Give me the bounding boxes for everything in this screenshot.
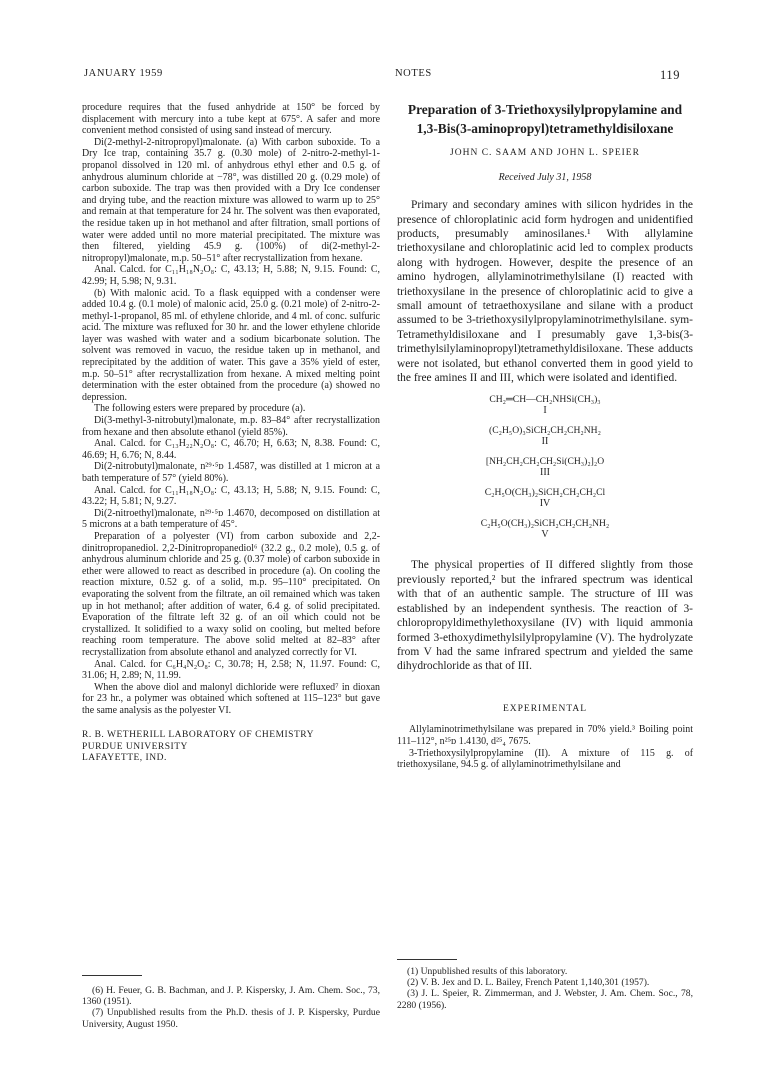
received-date: Received July 31, 1958 <box>498 171 592 183</box>
compound-label: V <box>541 529 549 541</box>
paragraph: When the above diol and malonyl dichloride were refluxed⁷ in dioxan for 23 hr., a polymer was obtained which softened at 115–123° but gave the same analysis as the polyester VI. <box>82 681 380 716</box>
paragraph: Di(3-methyl-3-nitrobutyl)malonate, m.p. 83–84° after recrystallization from hexane and then absolute ethanol (yield 85%). <box>82 415 380 438</box>
paragraph: Allylaminotrimethylsilane was prepared in 70% yield.³ Boiling point 111–112°, n²⁵ᴅ 1.4130, d²⁵₄ 7675. <box>397 724 693 747</box>
article-body <box>397 558 693 673</box>
paragraph: Primary and secondary amines with silicon hydrides in the presence of chloroplatinic acid form hydrogen and unidentified products, presumably aminosilanes.¹ With allylamine triethoxysilane and chloroplatinic acid led to complex products along with hydrogen. However, despite the presence of an amino hydrogen, allylaminotrimethylsilane (I) reacted with triethoxysilane in the presence of chloroplatinic acid to give a small amount of tetraethoxysilane and silane with a product assumed to be 3-triethoxysilylpropylaminotrimethylsilane. sym-Tetramethyldisiloxane and I presumably gave 1,3-bis(3-trimethylsilylaminopropyl)tetramethyldisiloxane. These adducts were not isolated, but ethanol converted them in good yield to the free amines II and III, which were isolated and identified. <box>397 199 693 385</box>
affiliation-line: R. B. WETHERILL LABORATORY OF CHEMISTRY <box>82 730 314 741</box>
header-date: JANUARY 1959 <box>84 68 163 79</box>
compound-formula: (C₂H₅O)₃SiCH₂CH₂CH₂NH₂ <box>489 425 601 437</box>
paragraph: Di(2-methyl-2-nitropropyl)malonate. (a) With carbon suboxide. To a Dry Ice trap, containing 35.7 g. (0.30 mole) of 2-nitro-2-methyl-1-propanol dissolved in 120 ml. of anhydrous ethyl ether and 0.5 g. of anhydrous aluminum chloride at −78°, was distilled 20 g. (0.29 mole) of carbon suboxide. The trap was then provided with a Dry Ice condenser and drying tube, and the reaction mixture was allowed to warm up to 25° and remain at that temperature for 24 hr. The solvent was then evaporated, the residue taken up in hot methanol and after filtration, small portions of water were added until no more material precipitated. The mixture was then filtered, yielding 45.9 g. (100%) of di(2-methyl-2-nitropropyl)malonate, m.p. 50–51° after recrystallization from hexane. <box>82 136 380 264</box>
section-heading: EXPERIMENTAL <box>502 703 588 714</box>
affiliation-line: PURDUE UNIVERSITY <box>82 741 188 752</box>
paragraph: Di(2-nitrobutyl)malonate, n²⁹·⁵ᴅ 1.4587, was distilled at 1 micron at a bath temperature of 57° (yield 80%). <box>82 461 380 484</box>
left-footnotes <box>82 985 380 1030</box>
footnote-rule <box>397 959 457 960</box>
paragraph: The physical properties of II differed slightly from those previously reported,² but the infrared spectrum was identical with that of an authentic sample. The structure of III was established by an independent synthesis. The reaction of 3-chloropropyldimethylethoxysilane (IV) with liquid ammonia formed 3-ethoxydimethylsilylpropylamine (V). The hydrolyzate from V had the same infrared spectrum and yielded the same dihydrochloride as that of III. <box>397 559 693 673</box>
footnote: (7) Unpublished results from the Ph.D. thesis of J. P. Kispersky, Purdue University, August 1950. <box>82 1007 380 1030</box>
paragraph: 3-Triethoxysilylpropylamine (II). A mixture of 115 g. of triethoxysilane, 94.5 g. of allylaminotrimethylsilane and <box>397 747 693 771</box>
analysis-line: Anal. Calcd. for C₆H₄N₂O₈: C, 30.78; H, 2.58; N, 11.97. Found: C, 31.06; H, 2.89; N, 11.99. <box>82 658 380 682</box>
right-column <box>397 102 693 771</box>
compound-label: II <box>541 436 549 448</box>
article-title: Preparation of 3-Triethoxysilylpropylamine and 1,3-Bis(3-aminopropyl)tetramethyldisiloxane <box>407 102 683 136</box>
paragraph: Preparation of a polyester (VI) from carbon suboxide and 2,2-dinitropropanediol. 2,2-Dinitropropanediol⁶ (32.2 g., 0.2 mole), 0.5 g. of anhydrous aluminum chloride and 25 g. (0.37 mole) of carbon suboxide in ether were allowed to react as described in procedure (a). On cooling the reaction mixture, 0.52 g. of a solid, m.p. 95–110° precipitated. On evaporating the solvent from the filtrate, an oil remained which was taken up in hot methanol; after addition of water, 6.4 g. of solid precipitated. Evaporation of the filtrate left 32 g. of an oil which could not be crystallized. It solidified to a waxy solid on cooling, but melted before reaching room temperature. The above solid melted at 82–83° after recrystallization from absolute ethanol and analyzed correctly for VI. <box>82 530 380 658</box>
running-header <box>0 68 769 84</box>
compound-label: IV <box>539 498 551 510</box>
affiliation <box>82 730 380 764</box>
compound-formula: CH₂═CH—CH₂NHSi(CH₃)₃ <box>489 394 601 406</box>
footnote: (1) Unpublished results of this laboratory. <box>407 966 568 977</box>
compound-list <box>397 394 693 540</box>
analysis-line: Anal. Calcd. for C₁₁H₁₈N₂O₈: C, 43.13; H, 5.88; N, 9.15. Found: C, 43.22; H, 5.81; N, 9.27. <box>82 484 380 508</box>
header-section: NOTES <box>395 68 432 79</box>
compound-formula: C₂H₅O(CH₃)₂SiCH₂CH₂CH₂Cl <box>484 487 606 499</box>
footnote: (3) J. L. Speier, R. Zimmerman, and J. Webster, J. Am. Chem. Soc., 78, 2280 (1956). <box>397 988 693 1011</box>
article-authors: JOHN C. SAAM AND JOHN L. SPEIER <box>450 148 640 158</box>
compound-label: III <box>540 467 550 479</box>
paragraph: procedure requires that the fused anhydride at 150° be forced by displacement with mercury into a tube kept at 675°. A safer and more convenient method consisted of using sand instead of mercury. <box>82 102 380 137</box>
right-footnotes <box>397 966 693 1011</box>
page-number: 119 <box>660 68 681 82</box>
footnote-rule <box>82 975 142 976</box>
article-body <box>397 198 693 385</box>
analysis-line: Anal. Calcd. for C₁₃H₂₂N₂O₈: C, 46.70; H, 6.63; N, 8.38. Found: C, 46.69; H, 6.76; N, 8.44. <box>82 438 380 461</box>
affiliation-line: LAFAYETTE, IND. <box>82 753 167 764</box>
analysis-line: Anal. Calcd. for C₁₁H₁₈N₂O₈: C, 43.13; H, 5.88; N, 9.15. Found: C, 42.99; H, 5.98; N, 9.31. <box>82 264 380 287</box>
paragraph: Di(2-nitroethyl)malonate, n²⁹·⁵ᴅ 1.4670, decomposed on distillation at 5 microns at a bath temperature of 45°. <box>82 507 380 531</box>
compound-formula: C₂H₅O(CH₃)₂SiCH₂CH₂CH₂NH₂ <box>480 518 610 530</box>
compound-label: I <box>543 405 547 417</box>
left-column <box>82 102 380 765</box>
footnote: (6) H. Feuer, G. B. Bachman, and J. P. Kispersky, J. Am. Chem. Soc., 73, 1360 (1951). <box>82 985 380 1008</box>
paragraph: (b) With malonic acid. To a flask equipped with a condenser were added 10.4 g. (0.1 mole) of malonic acid, 25.0 g. (0.21 mole) of 2-nitro-2-methyl-1-propanol, 85 ml. of ethylene chloride, and 4 ml. of conc. sulfuric acid. The mixture was refluxed for 30 hr. and the lower ethylene chloride layer was washed with water and a sodium bicarbonate solution. The solvent was removed in vacuo, the residue taken up in methanol, and reprecipitated by the addition of water. This gave a 35% yield of ester, m.p. 50–51° after recrystallization from hexane. A mixed melting point determination with the ester obtained from the procedure (a) showed no depression. <box>82 287 380 403</box>
paragraph: The following esters were prepared by procedure (a). <box>94 403 306 415</box>
compound-formula: [NH₂CH₂CH₂CH₂Si(CH₃)₂]₂O <box>485 456 605 468</box>
footnote: (2) V. B. Jex and D. L. Bailey, French Patent 1,140,301 (1957). <box>407 977 650 989</box>
